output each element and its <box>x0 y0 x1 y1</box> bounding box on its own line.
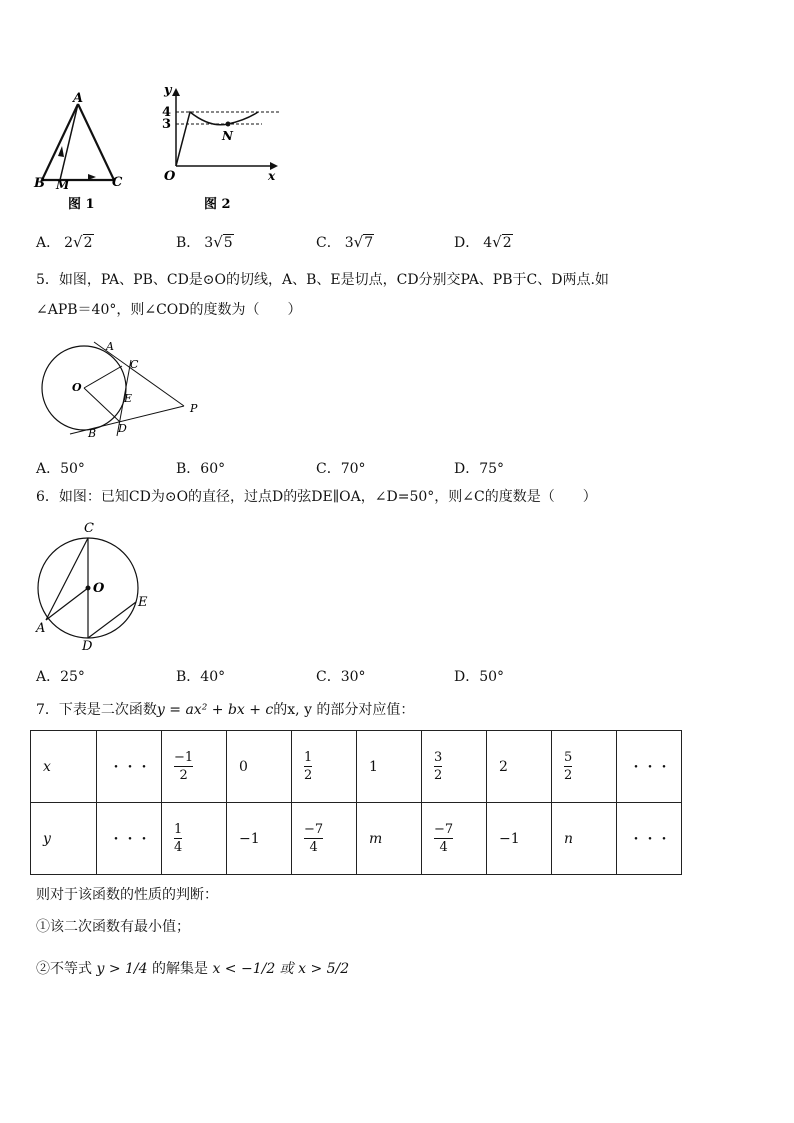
table-cell: $\frac{-7}{4}$ <box>292 803 357 875</box>
table-cell: $\frac{-1}{2}$ <box>162 731 227 803</box>
fig2-label-origin: O <box>164 169 176 184</box>
table-cell: 1 <box>357 731 422 803</box>
q5-label-p: P <box>190 402 198 415</box>
q5-option-c: C．70° <box>316 461 366 477</box>
q6-option-a: A．25° <box>36 669 85 685</box>
q5-label-o: O <box>72 381 82 394</box>
q5-label-c: C <box>130 358 139 371</box>
q5-label-a: A <box>106 340 114 353</box>
fig2-tick-4: 4 <box>162 105 172 120</box>
q6-option-c: C．30° <box>316 669 366 685</box>
table-cell: n <box>552 803 617 875</box>
table-cell: $\frac{1}{4}$ <box>162 803 227 875</box>
q7-item-2: ②不等式 y > 1/4 的解集是 x < −1/2 或 x > 5/2 <box>36 961 350 977</box>
table-cell: ・・・ <box>617 731 682 803</box>
fig1-label-m: M <box>56 178 70 192</box>
fig2-label-x: x <box>268 169 276 183</box>
q7-judge-intro: 则对于该函数的性质的判断： <box>36 887 218 903</box>
q5-stem-line2: ∠APB＝40°，则∠COD的度数为（ ） <box>36 302 302 318</box>
q5-figure <box>34 336 214 446</box>
fig1-label-c: C <box>112 175 123 190</box>
q7-solution-set: x < −1/2 或 x > 5/2 <box>212 961 350 977</box>
q4-option-c: C． 3√7 <box>316 233 374 251</box>
q5-option-d: D．75° <box>454 461 505 477</box>
q5-option-b: B．60° <box>176 461 226 477</box>
row-label-x: x <box>31 731 97 803</box>
q4-option-b: B． 3√5 <box>176 233 233 251</box>
table-cell: ・・・ <box>97 731 162 803</box>
fig1-label-a: A <box>73 91 84 106</box>
q6-label-d: D <box>82 639 93 652</box>
q6-option-b: B．40° <box>176 669 226 685</box>
q5-label-b: B <box>88 427 97 440</box>
table-cell: −1 <box>227 803 292 875</box>
q6-option-d: D．50° <box>454 669 505 685</box>
q5-label-d: D <box>118 422 127 435</box>
fig2-label-y: y <box>164 83 172 98</box>
q6-label-e: E <box>138 595 148 610</box>
table-cell: −1 <box>487 803 552 875</box>
q7-stem: 7．下表是二次函数y = ax² + bx + c的x, y 的部分对应值： <box>36 702 415 718</box>
figure-2-graph <box>150 82 290 212</box>
fig2-tick-3: 3 <box>162 117 172 132</box>
table-row-y <box>31 803 682 875</box>
fig2-caption: 图 2 <box>204 197 231 212</box>
q6-label-c: C <box>84 521 94 536</box>
q7-function: y = ax² + bx + c <box>156 702 274 718</box>
q7-value-table <box>30 730 682 875</box>
table-cell: ・・・ <box>617 803 682 875</box>
table-cell: m <box>357 803 422 875</box>
table-cell: $\frac{1}{2}$ <box>292 731 357 803</box>
q6-figure <box>30 516 160 652</box>
table-row-x <box>31 731 682 803</box>
q5-option-a: A．50° <box>36 461 85 477</box>
q5-label-e: E <box>124 392 133 405</box>
table-cell: ・・・ <box>97 803 162 875</box>
fig1-label-b: B <box>34 176 45 191</box>
q4-option-d: D． 4√2 <box>454 233 512 251</box>
figure-1-triangle <box>30 88 140 213</box>
fig1-caption: 图 1 <box>68 197 95 212</box>
q4-option-a: A． 2√2 <box>36 233 93 251</box>
q5-stem-line1: 5．如图，PA、PB、CD是⊙O的切线，A、B、E是切点，CD分别交PA、PB于C、D两点.如 <box>36 272 609 288</box>
fig2-label-n: N <box>222 129 233 143</box>
table-cell: $\frac{3}{2}$ <box>422 731 487 803</box>
table-cell: $\frac{-7}{4}$ <box>422 803 487 875</box>
table-cell: $\frac{5}{2}$ <box>552 731 617 803</box>
row-label-y: y <box>31 803 97 875</box>
table-cell: 2 <box>487 731 552 803</box>
q7-item-1: ①该二次函数有最小值； <box>36 919 190 935</box>
q6-label-o: O <box>93 581 105 596</box>
q6-label-a: A <box>36 621 46 636</box>
q6-stem: 6．如图：已知CD为⊙O的直径，过点D的弦DE∥OA，∠D=50°，则∠C的度数是（ ） <box>36 489 597 505</box>
table-cell: 0 <box>227 731 292 803</box>
q7-inequality: y > 1/4 <box>96 961 148 977</box>
